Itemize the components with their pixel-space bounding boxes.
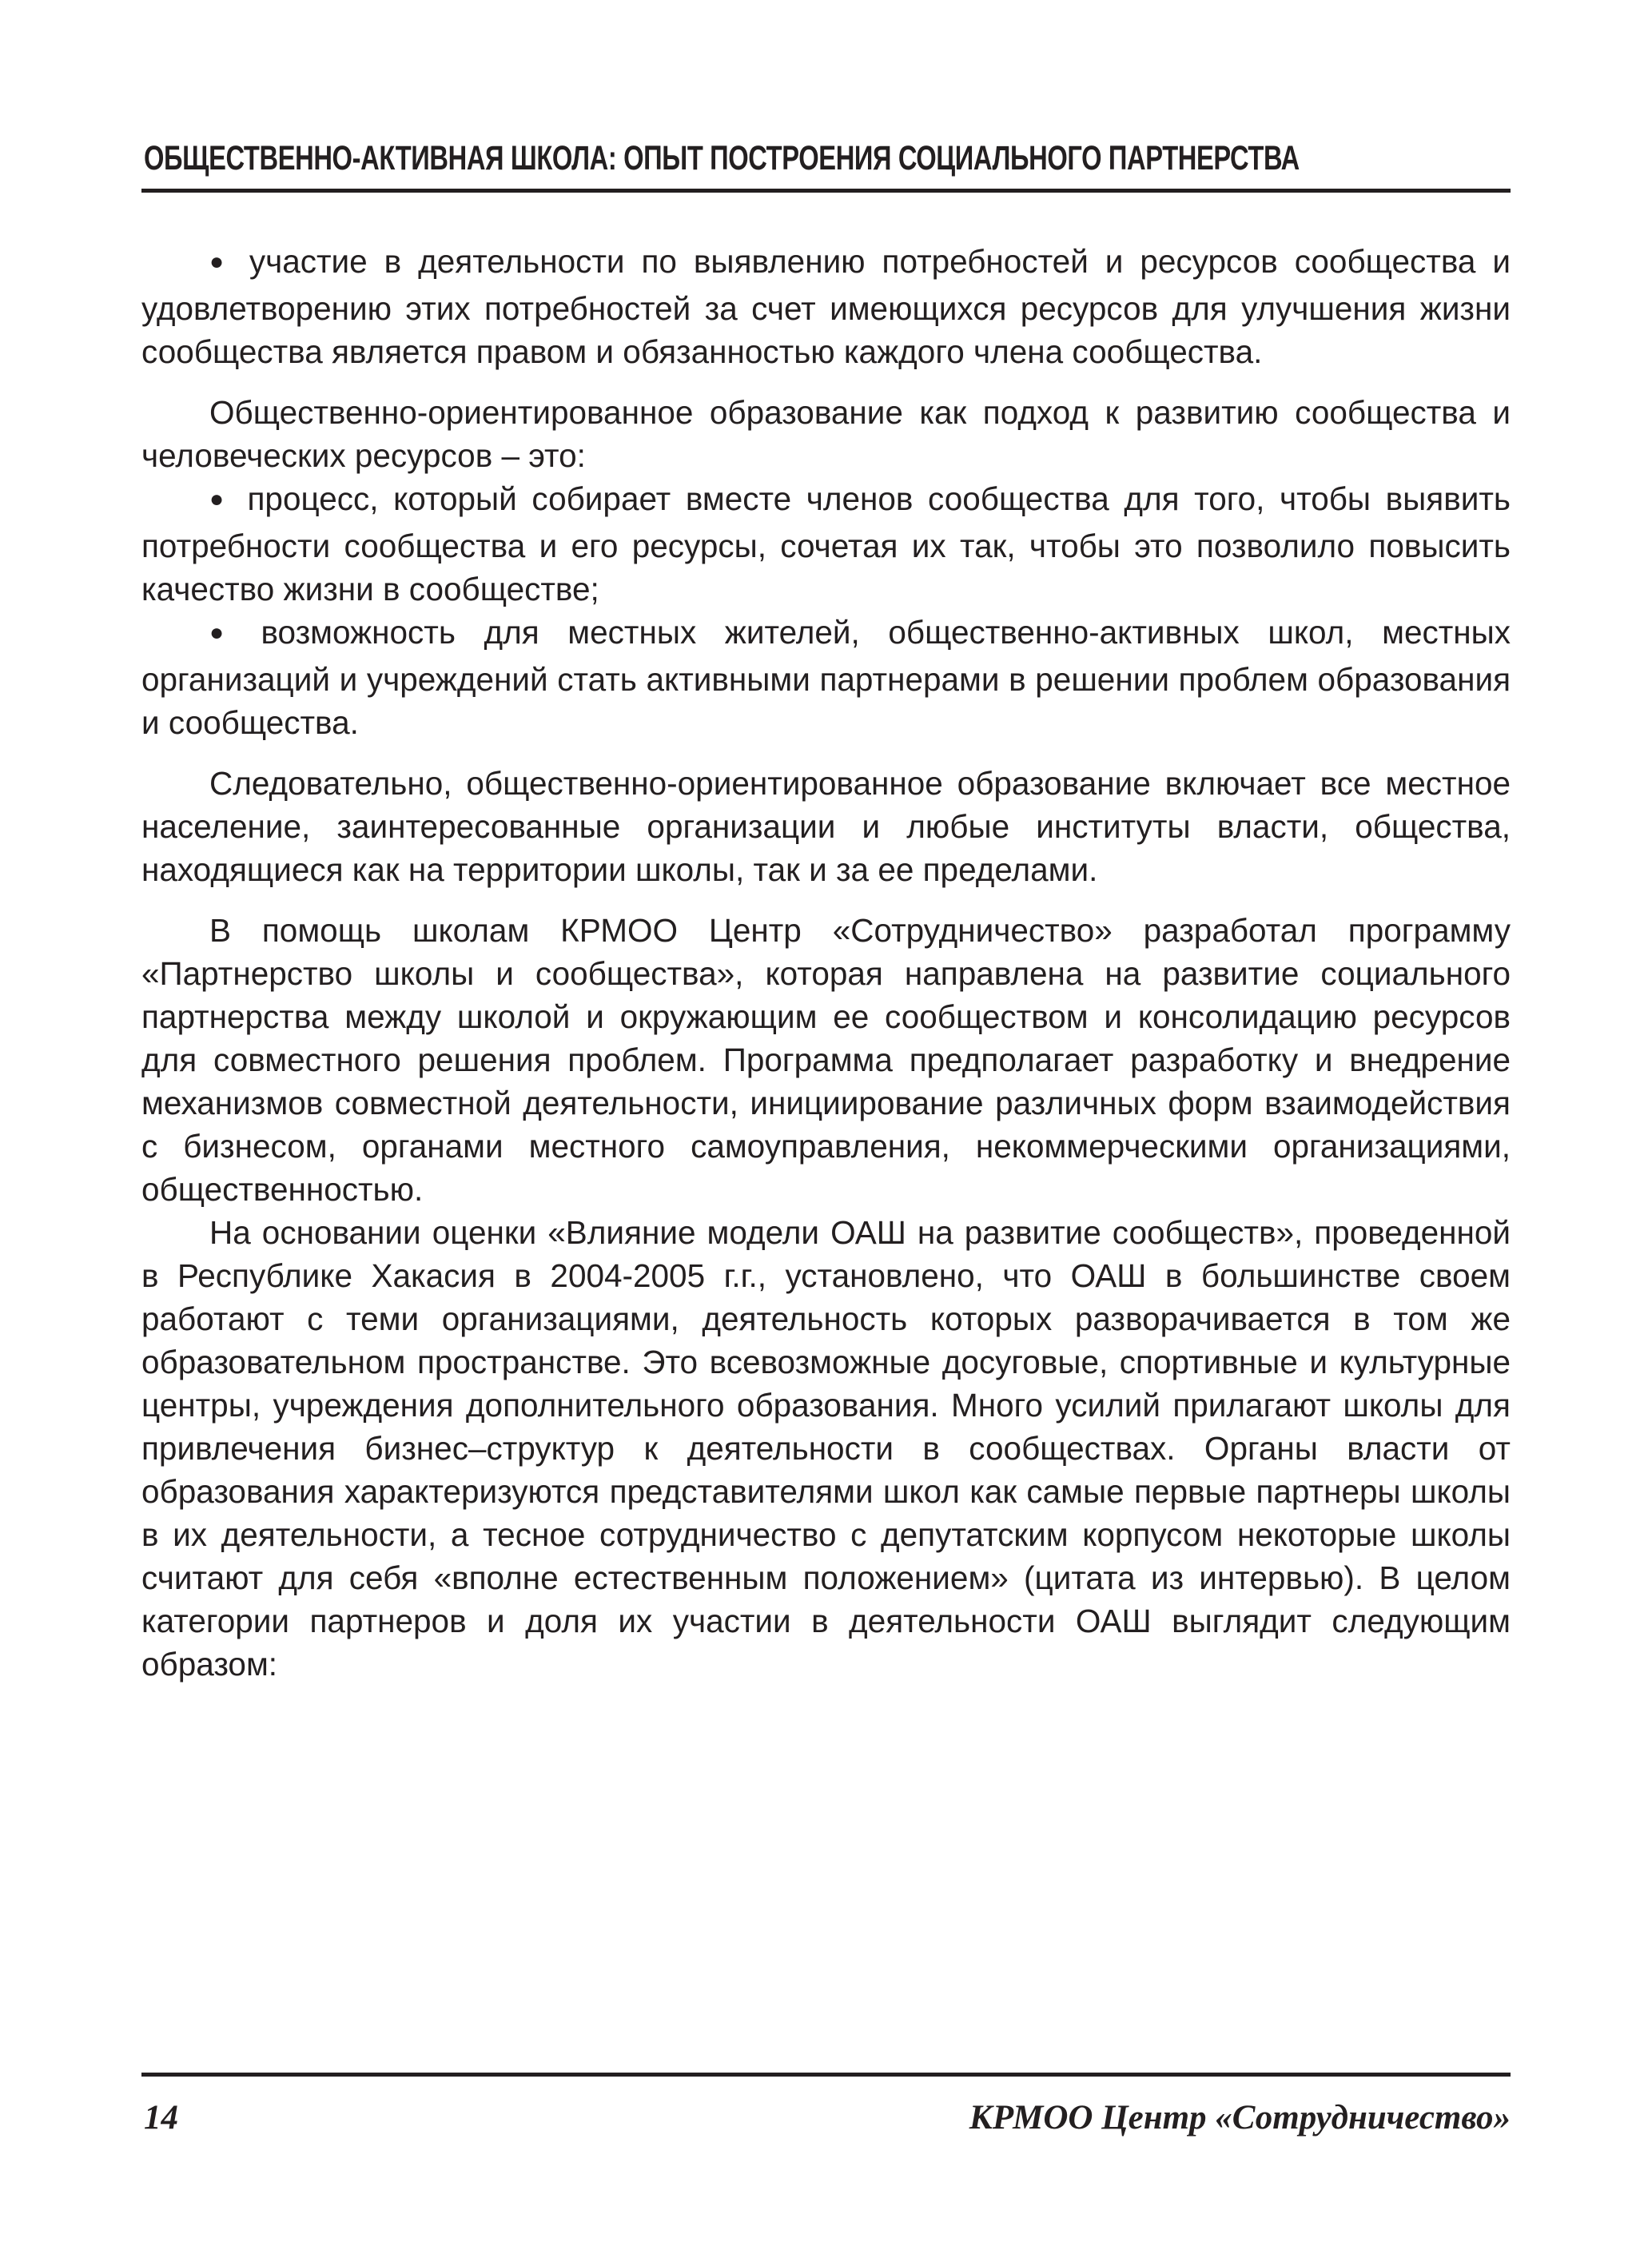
bullet-paragraph: ● возможность для местных жителей, общественно-активных школ, местных организаций и учреждений стать активными партнерами в решении проблем образования и сообщества. (141, 611, 1511, 744)
bullet-paragraph: ● участие в деятельности по выявлению потребностей и ресурсов сообщества и удовлетворению этих потребностей за счет имеющихся ресурсов для улучшения жизни сообщества является правом и обязанностью каждого члена сообщества. (141, 240, 1511, 373)
bullet-paragraph: ● процесс, который собирает вместе членов сообщества для того, чтобы выявить потребности сообщества и его ресурсы, сочетая их так, чтобы это позволило повысить качество жизни в сообществе; (141, 477, 1511, 611)
header-rule (141, 189, 1511, 193)
paragraph: В помощь школам КРМОО Центр «Сотрудничество» разработал программу «Партнерство школы и сообщества», которая направлена на развитие социального партнерства между школой и окружающим ее сообществом и консолидацию ресурсов для совместного решения проблем. Программа предполагает разработку и внедрение механизмов совместной деятельности, инициирование различных форм взаимодействия с бизнесом, органами местного самоуправления, некоммерческими организациями, общественностью. (141, 912, 1511, 1208)
paragraph: Следовательно, общественно-ориентированное образование включает все местное население, заинтересованные организации и любые институты власти, общества, находящиеся как на территории школы, так и за ее пределами. (141, 765, 1511, 888)
paragraph: Общественно-ориентированное образование как подход к развитию сообщества и человеческих ресурсов – это: (141, 394, 1511, 474)
page-number: 14 (144, 2099, 178, 2137)
footer-organization: КРМОО Центр «Сотрудничество» (969, 2099, 1511, 2137)
paragraph: На основании оценки «Влияние модели ОАШ на развитие сообществ», проведенной в Республике Хакасия в 2004-2005 г.г., установлено, что ОАШ в большинстве своем работают с теми организациями, деятельность которых разворачивается в том же образовательном пространстве. Это всевозможные досуговые, спортивные и культурные центры, учреждения дополнительного образования. Много усилий прилагают школы для привлечения бизнес–структур к деятельности в сообществах. Органы власти от образования характеризуются представителями школ как самые первые партнеры школы в их деятельности, а тесное сотрудничество с депутатским корпусом некоторые школы считают для себя «вполне естественным положением» (цитата из интервью). В целом категории партнеров и доля их участии в деятельности ОАШ выглядит следующим образом: (141, 1214, 1511, 1683)
running-header-title: ОБЩЕСТВЕННО-АКТИВНАЯ ШКОЛА: ОПЫТ ПОСТРОЕНИЯ СОЦИАЛЬНОГО ПАРТНЕРСТВА (144, 139, 1300, 177)
body-text (141, 240, 1511, 1686)
footer-rule (141, 2073, 1511, 2077)
